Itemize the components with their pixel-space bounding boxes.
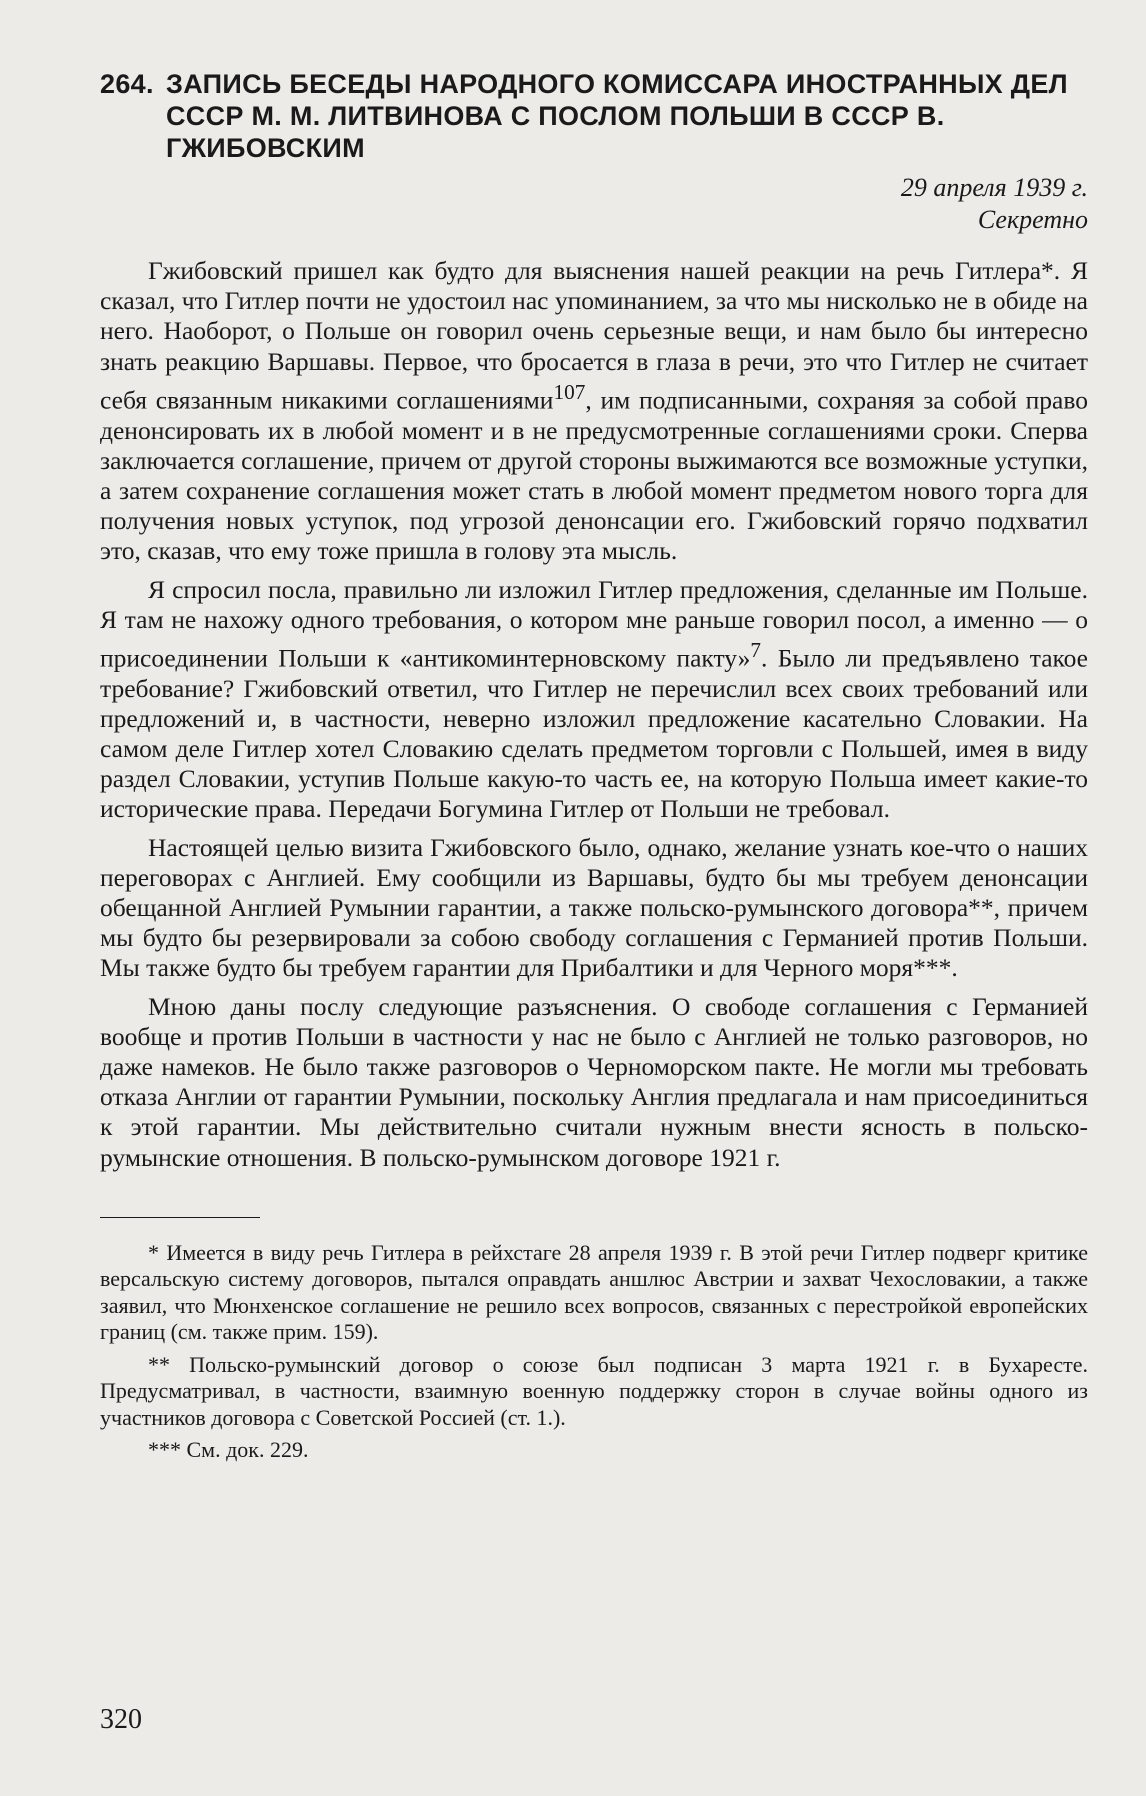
classification-label: Секретно xyxy=(977,205,1088,234)
footnote: * Имеется в виду речь Гитлера в рейхстаге 28 апреля 1939 г. В этой речи Гитлер подверг критике версальскую систему договоров, пытался оправдать аншлюс Австрии и захват Чехословакии, а также заявил, что Мюнхенское соглашение не решило всех вопросов, связанных с перестройкой европейских границ (см. также прим. 159). xyxy=(100,1239,1088,1345)
paragraph xyxy=(100,833,1088,984)
document-title xyxy=(100,68,1088,164)
document-body xyxy=(100,256,1088,1173)
paragraph-text: Я спросил посла, правильно ли изложил Гитлер предложения, сделанные им Польше. Я там не нахожу одного требования, о котором мне раньше говорил посол, а именно — о присоединении Польши к «антикоминтерновскому пакту» xyxy=(100,574,1088,673)
paragraph xyxy=(100,575,1088,825)
paragraph-text: Настоящей целью визита Гжибовского было, однако, желание узнать кое-что о наших переговорах с Англией. Ему сообщили из Варшавы, будто бы мы требуем денонсации обещанной Англией Румынии гарантии, а также польско-румынского договора**, причем мы будто бы резервировали за собою свободу соглашения с Германией против Польши. Мы также будто бы требуем гарантии для Прибалтики и для Черного моря***. xyxy=(100,832,1088,983)
footnotes xyxy=(100,1240,1088,1464)
document-date: 29 апреля 1939 г. xyxy=(900,173,1088,202)
reference-note: 7 xyxy=(750,637,762,662)
document-page xyxy=(100,68,1088,1470)
paragraph-text: Мною даны послу следующие разъяснения. О свободе соглашения с Германией вообще и против Польши в частности у нас не было с Англией не только разговоров, но даже намеков. Не было также разговоров о Черноморском пакте. Не могли мы требовать отказа Англии от гарантии Румынии, поскольку Англия предлагала и нам присоединиться к этой гарантии. Мы действительно считали нужным внести ясность в польско-румынские отношения. В польско-румынском договоре 1921 г. xyxy=(100,991,1088,1172)
reference-note: 107 xyxy=(553,379,586,404)
paragraph-text: Гжибовский пришел как будто для выяснения нашей реакции на речь Гитлера*. Я сказал, что Гитлер почти не удостоил нас упоминанием, за что мы нисколько не в обиде на него. Наоборот, о Польше он говорил очень серьезные вещи, и нам было бы интересно знать реакцию Варшавы. Первое, что бросается в глаза в речи, это что Гитлер не считает себя связанным никакими соглашениями xyxy=(100,256,1088,415)
paragraph xyxy=(100,992,1088,1173)
document-number: 264. xyxy=(100,69,154,99)
paragraph-text: , им подписанными, сохраняя за собой право денонсировать их в любой момент и в не предусмотренные соглашениями сроки. Сперва заключается соглашение, причем от другой стороны выжимаются все возможные уступки, а затем сохранение соглашения может стать в любой момент предметом нового торга для получения новых уступок, под угрозой денонсации его. Гжибовский горячо подхватил это, сказав, что ему тоже пришла в голову эта мысль. xyxy=(100,385,1088,566)
footnote-divider xyxy=(100,1217,260,1218)
paragraph xyxy=(100,256,1088,567)
footnote: *** См. док. 229. xyxy=(148,1437,309,1463)
page-number: 320 xyxy=(100,1704,142,1735)
paragraph-text: . Было ли предъявлено такое требование? Гжибовский ответил, что Гитлер не перечислил всех своих требований или предложений и, в частности, неверно изложил предложение касательно Словакии. На самом деле Гитлер хотел Словакию сделать предметом торговли с Польшей, имея в виду раздел Словакии, уступив Польше какую-то часть ее, на которую Польша имеет какие-то исторические права. Передачи Богумина Гитлер от Польши не требовал. xyxy=(100,643,1088,824)
footnote: ** Польско-румынский договор о союзе был подписан 3 марта 1921 г. в Бухаресте. Предусматривал, в частности, взаимную военную поддержку сторон в случае войны одного из участников договора с Советской Россией (ст. 1.). xyxy=(100,1351,1088,1430)
document-title-text: ЗАПИСЬ БЕСЕДЫ НАРОДНОГО КОМИССАРА ИНОСТРАННЫХ ДЕЛ СССР М. М. ЛИТВИНОВА С ПОСЛОМ ПОЛЬШИ В СССР В. ГЖИБОВСКИМ xyxy=(166,69,1068,163)
